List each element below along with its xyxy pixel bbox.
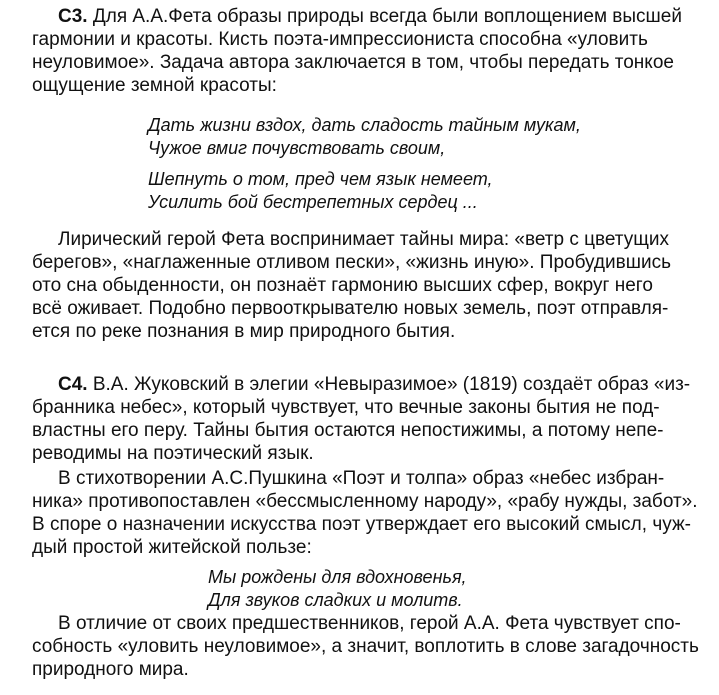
c3-line-3: неуловимое». Задача автора заключается в том, чтобы передать тонкое xyxy=(32,52,674,73)
c3-after-2: берегов», «наглаженные отливом пески», «жизнь иную». Пробудившись xyxy=(32,252,671,273)
c4-para3-2: собность «уловить неуловимое», а значит, воплотить в слове загадочность xyxy=(32,636,699,657)
c3-after-3: ото сна обыденности, он познаёт гармонию высших сфер, вокруг него xyxy=(32,275,653,296)
c3-verse-1: Дать жизни вздох, дать сладость тайным мукам, xyxy=(148,115,581,135)
c3-verse-4: Усилить бой бестрепетных сердец ... xyxy=(148,192,478,212)
c4-text-1: В.А. Жуковский в элегии «Невыразимое» (1819) создаёт образ «из- xyxy=(92,374,691,395)
c4-para2-1: В стихотворении А.С.Пушкина «Поэт и толпа» образ «небес избран- xyxy=(58,468,665,489)
c3-after-1: Лирический герой Фета воспринимает тайны мира: «ветр с цветущих xyxy=(58,229,669,250)
c3-verse-3: Шепнуть о том, пред чем язык немеет, xyxy=(148,169,493,189)
c4-para3-3: природного мира. xyxy=(32,659,189,680)
c3-text-1: Для А.А.Фета образы природы всегда были воплощением высшей xyxy=(92,6,682,27)
c3-label: С3. xyxy=(58,6,88,27)
c4-para3-1: В отличие от своих предшественников, герой А.А. Фета чувствует спо- xyxy=(58,613,681,634)
c4-para2-4: дый простой житейской пользе: xyxy=(32,537,312,558)
c4-verse-1: Мы рождены для вдохновенья, xyxy=(208,567,467,587)
c3-verse-2: Чужое вмиг почувствовать своим, xyxy=(148,138,446,158)
c3-after-4: всё оживает. Подобно первооткрывателю новых земель, поэт отправля- xyxy=(32,298,669,319)
c4-line-1 xyxy=(58,374,690,396)
c3-line-2: гармонии и красоты. Кисть поэта-импрессиониста способна «уловить xyxy=(32,29,648,50)
c3-line-1 xyxy=(58,6,682,28)
c4-line-3: властны его перу. Тайны бытия остаются непостижимы, а потому непе- xyxy=(32,420,664,441)
c4-para2-2: ника» противопоставлен «бессмысленному народу», «рабу нужды, забот». xyxy=(32,491,698,512)
c3-line-4: ощущение земной красоты: xyxy=(32,75,277,96)
c4-line-4: реводимы на поэтический язык. xyxy=(32,443,314,464)
c4-verse-2: Для звуков сладких и молитв. xyxy=(208,590,463,610)
c4-para2-3: В споре о назначении искусства поэт утверждает его высокий смысл, чуж- xyxy=(32,514,691,535)
c4-line-2: бранника небес», который чувствует, что вечные законы бытия не под- xyxy=(32,397,660,418)
c4-label: С4. xyxy=(58,374,88,395)
c3-after-5: ется по реке познания в мир природного бытия. xyxy=(32,321,456,342)
